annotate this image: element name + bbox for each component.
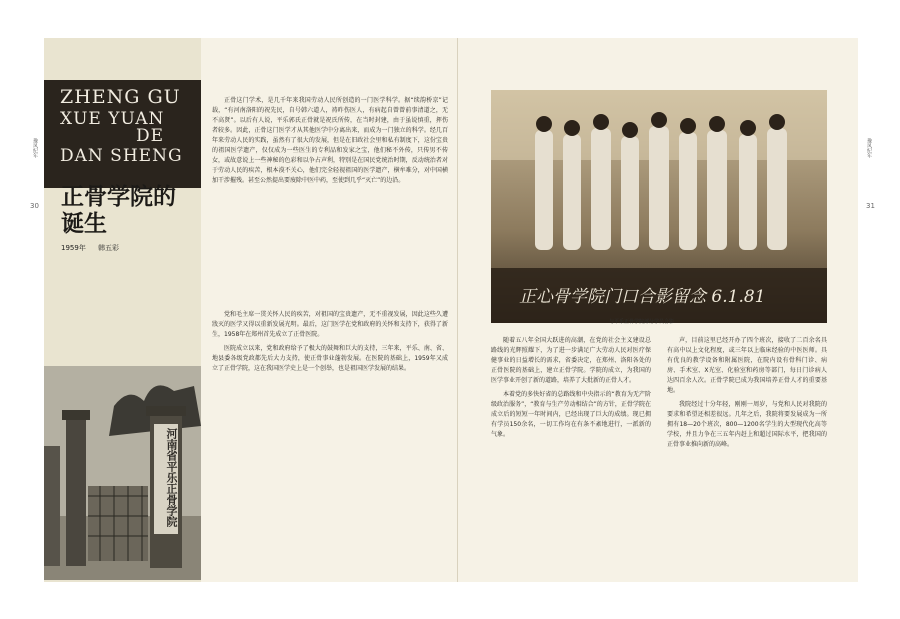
photo-banner-text: 正心骨学院门口合影留念 6.1.81 [519,287,766,307]
side-tag-right: 豫风纪年 [866,138,872,158]
pinyin-line-2: XUE YUAN [60,109,165,129]
photo-caption: 与平乐正骨学院部分学员合影 [609,319,675,325]
group-photo [491,90,827,323]
text-column-4 [667,336,827,576]
pinyin-title-band [44,80,201,188]
paragraph: 声，目前这里已经开办了四个班次，接收了二百余名具有高中以上文化程度，或三年以上临床经验的中医医师。具有优良的教学设备和附属医院，在院内设有骨科门诊、病房、手术室、X光室、化验室和药房等部门，每日门诊病人达四百余人次。正骨学院已成为我国培养正骨人才的重要基地。 [667,337,827,394]
text-column-1 [212,96,448,310]
byline-author: 韩五彩 [98,244,120,252]
page-gutter [457,38,458,582]
article-title [61,183,201,237]
pinyin-line-1: ZHENG GU [60,86,181,108]
paragraph: 我院经过十分年轻，刚刚一周岁，与党和人民对我院的要求和希望还相差很远。几年之后，我院将要发展成为一所拥有18—20个班次，800—1200名学生的大型现代化高等学校，并且力争在三五年内赶上和超过国际水平，把我国的正骨事业推向新的高峰。 [667,401,827,448]
paragraph: 医院成立以来，党和政府给予了极大的鼓舞和巨大的支持，三年来，平乐、南、省、地县委各级党政都先后大力支持，使正骨事业蓬勃发展。在医院的基础上，1959年又成立了正骨学院，这在我国医学史上是一个创举，也是祖国医学发展的结果。 [212,345,448,372]
text-column-3 [491,336,651,576]
pinyin-line-4: DAN SHENG [60,146,183,166]
pinyin-line-3: DE [136,126,165,146]
page-number-right: 31 [866,202,875,210]
text-column-2 [212,310,448,578]
paragraph: 本着党的多快好省的总路线和中央指示的“教育为无产阶级政治服务”，“教育与生产劳动相结合”的方针，正骨学院在成立后的短短一年时间内，已经出现了巨大的成绩。现已拥有学员150余名，一切工作均在有条不紊地进行，一派新的气象。 [491,391,651,438]
byline-year: 1959年 [61,244,86,252]
paragraph: 党和毛主席一贯关怀人民的疾苦，对祖国的宝贵遗产，无不重视发展，因此这些久遭戕灭的医学又得以重新发展光明。最后，这门医学在党和政府的关怀和支持下，获得了新生，1958年在郑州首先成立了正骨医院。 [212,311,448,338]
side-tag-left: 豫风纪年 [32,138,38,158]
paragraph: 随着五八年全国大跃进的高潮，在党的社会主义建设总路线的光辉照耀下，为了进一步满足广大劳动人民对医疗保健事业的日益增长的需求，省委决定，在郑州、洛阳各处的正骨医院的基础上，建立正骨学院。学院的成立，为我国的医学事业开创了新的道路，培养了大批新的正骨人才。 [491,337,651,384]
page-number-left: 30 [30,202,39,210]
paragraph: 正骨这门学术，是几千年来我国劳动人民所创造的一门医学科学。据“续韵桥京”记载，“有河南洛阳的祝先民，自号韩六道人，祷昨伤医人，有病起自曾曾前事清道之，无不高贤”。以后有人说，平乐郭氏正骨就是祝氏所传，在当时封建，由于虽说慎重，挥伤者较多。因此，正骨这门医学才从其他医学中分离出来，而成为一门独立的科学。经几百年来劳动人民的实践，虽然有了很大的发展，但是在旧政社会里和私有制度下，这份宝贵的祖国医学遗产，仅仅成为一些医生的专利品和发家之宝，他们秘不外传，只传男不传女，或故意说上一些神秘的色彩和以争占声利，特别是在国民党统治时期，反动统治者对于劳动人民的疾苦，根本漠不关心，他们完全轻视祖国的医学遗产，横牟难分，对中国横加干涉摧残。甚至公然提出要废除中医中药，至使到几乎“灭亡”的边沿。 [212,97,448,184]
title-line-1: 正骨学院的 [61,183,176,210]
byline [61,243,119,253]
gate-photo [44,366,201,580]
gate-sign-text: 河南省平乐正骨学院 [165,428,178,527]
title-line-2: 诞生 [61,210,107,237]
